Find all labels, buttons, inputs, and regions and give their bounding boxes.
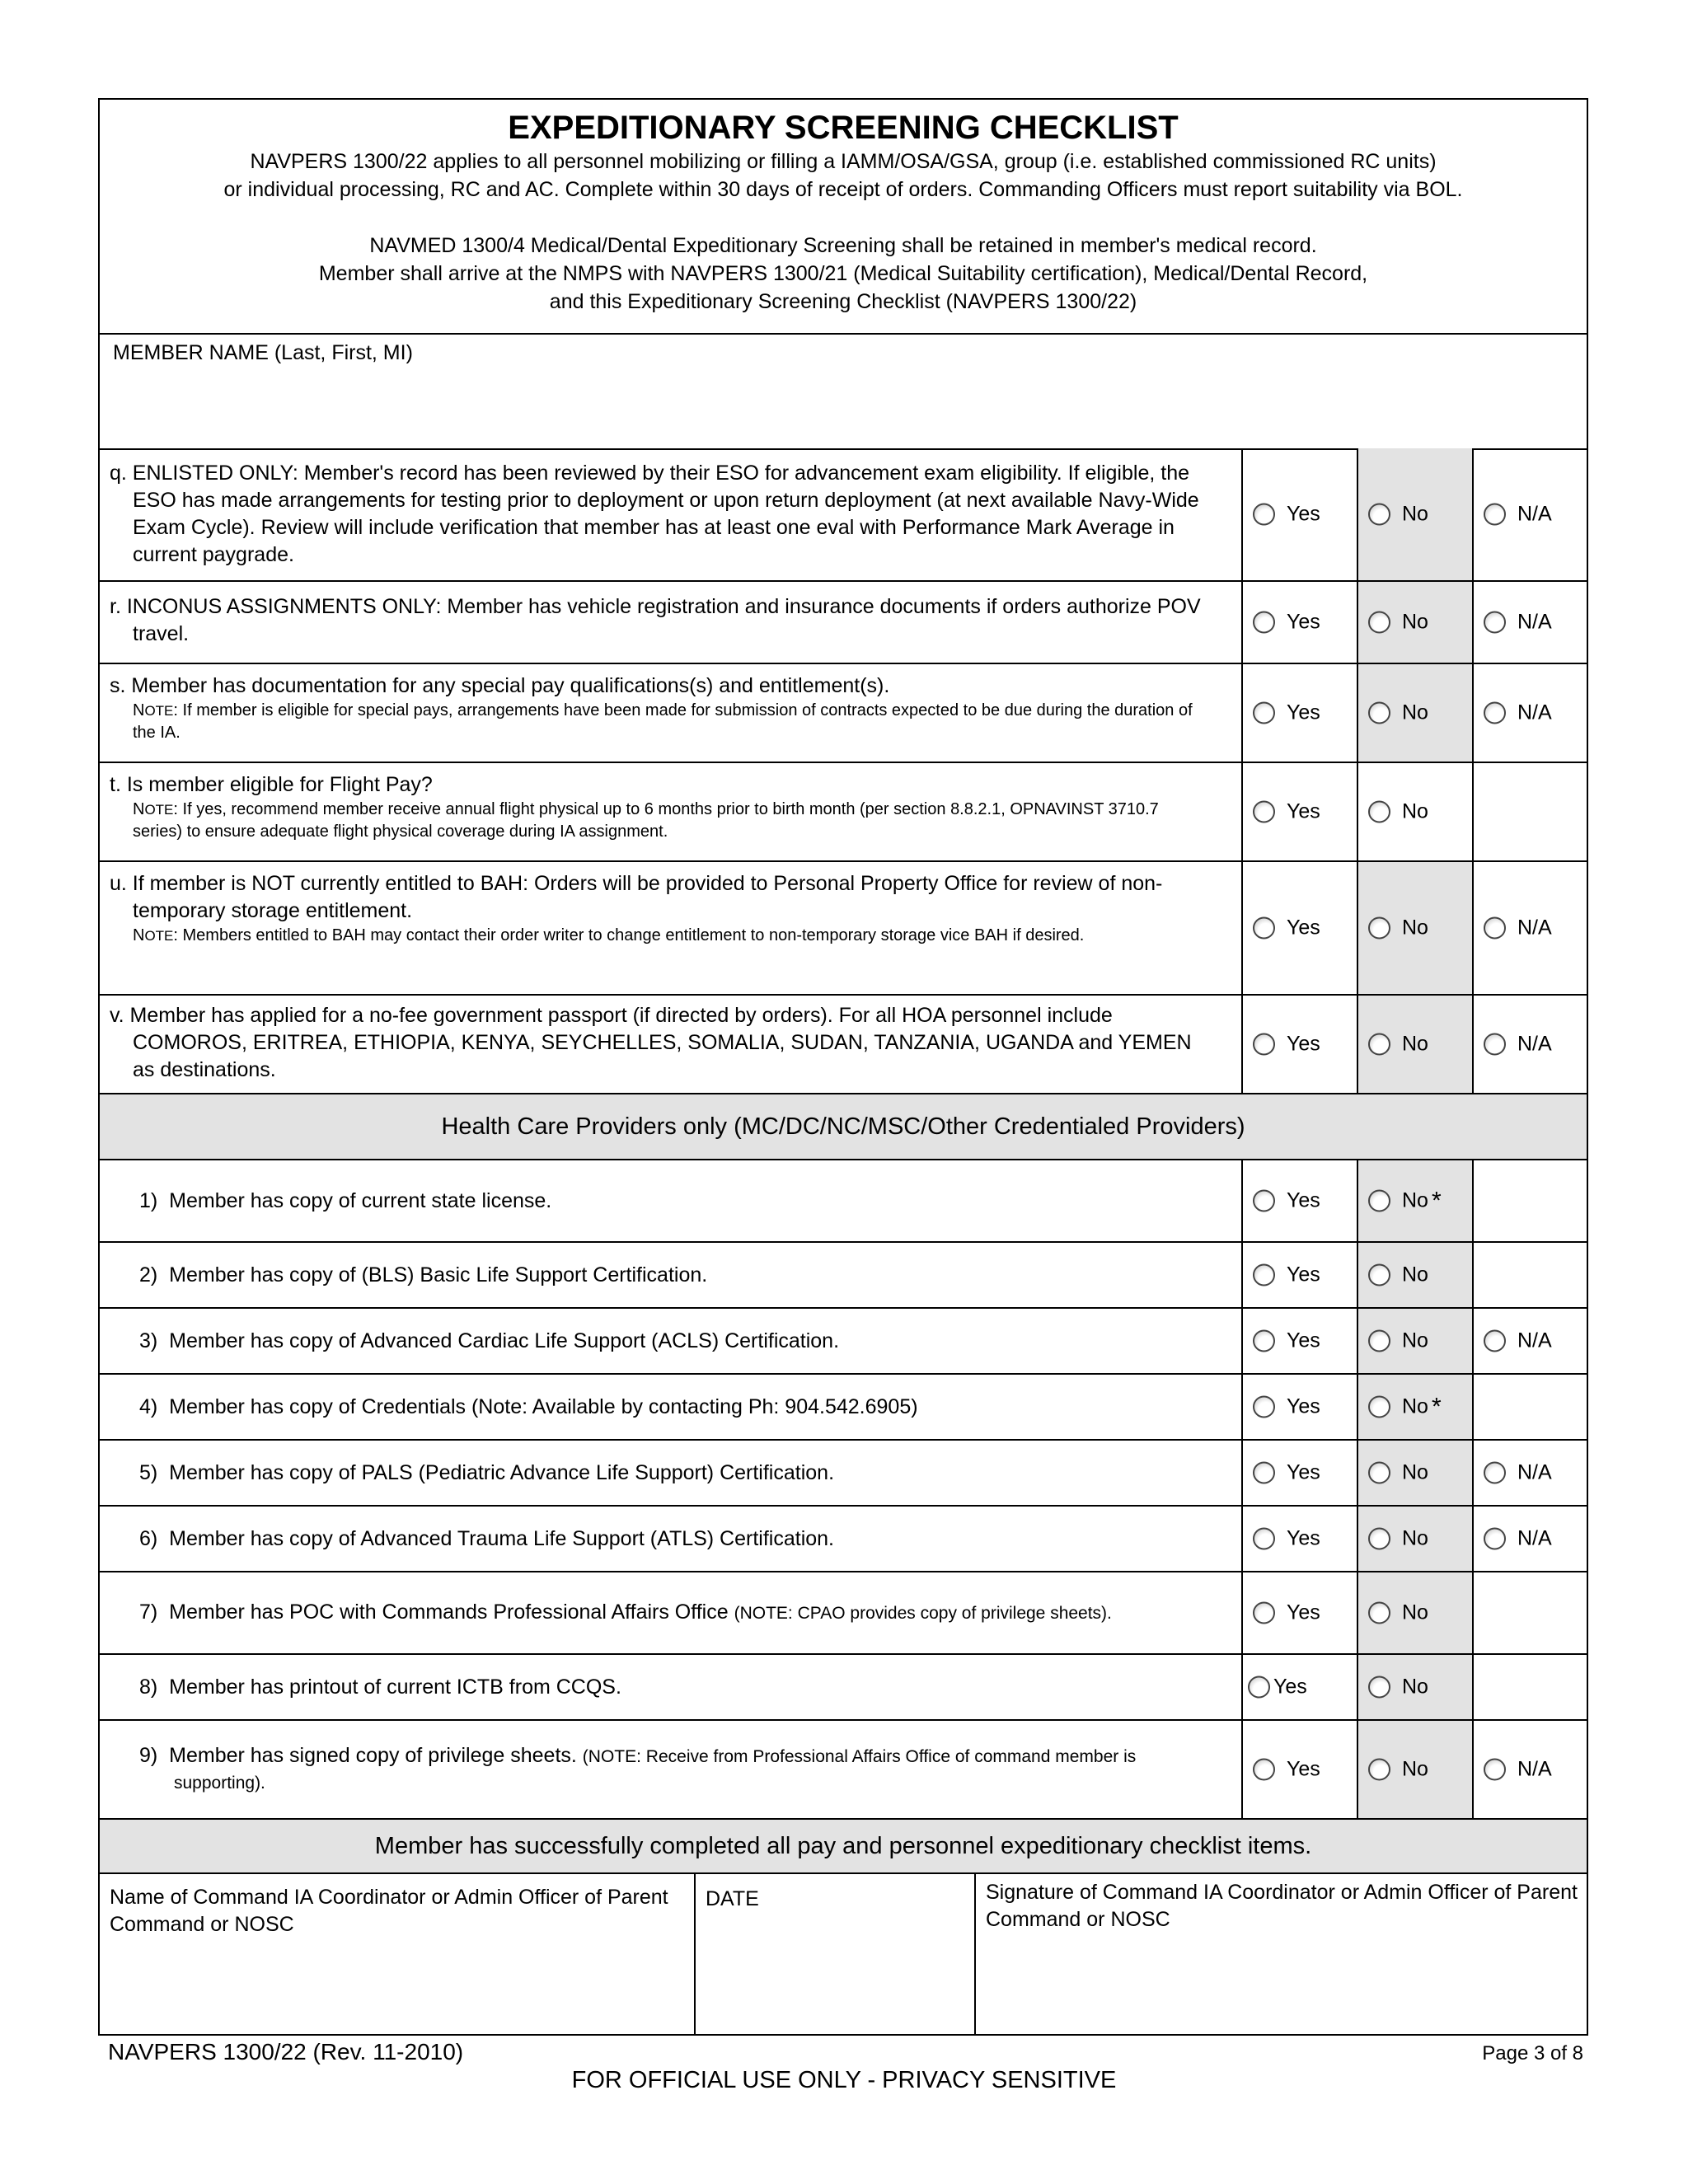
radio-icon[interactable] (1484, 1330, 1506, 1352)
question-text: r. INCONUS ASSIGNMENTS ONLY: Member has vehicle registration and insurance documents if orders authorize POV travel. (110, 595, 1201, 645)
radio-icon[interactable] (1368, 1462, 1390, 1484)
question-text: s. Member has documentation for any special pay qualifications(s) and entitlement(s). NOTE: If member is eligible for special pays, arrangements have been made for submission of contracts expected to be due during the duration of the IA. (110, 673, 1208, 744)
no-option[interactable]: No * (1368, 1189, 1442, 1213)
radio-icon[interactable] (1368, 1330, 1390, 1352)
radio-icon[interactable] (1253, 612, 1275, 634)
yes-option[interactable]: Yes (1253, 1329, 1320, 1353)
na-option[interactable]: N/A (1484, 1461, 1552, 1485)
completed-band: Member has successfully completed all pay and personnel expeditionary checklist items. (100, 1820, 1587, 1874)
yes-option[interactable]: Yes (1253, 611, 1320, 635)
radio-icon[interactable] (1253, 1330, 1275, 1352)
na-option[interactable]: N/A (1484, 1527, 1552, 1551)
question-text: u. If member is NOT currently entitled to BAH: Orders will be provided to Personal Property Office for review of non-temporary storage entitlement. NOTE: Members entitled to BAH may contact their order writer to change entitlement to non-temporary storage vice BAH if desired. (110, 870, 1208, 947)
radio-icon[interactable] (1368, 1396, 1390, 1418)
member-name-field[interactable] (100, 333, 1587, 450)
question-row-q (100, 448, 1587, 582)
health-item-row (100, 1309, 1587, 1375)
member-name-label: MEMBER NAME (Last, First, MI) (113, 341, 413, 364)
form-header (100, 100, 1587, 335)
na-option[interactable]: N/A (1484, 611, 1552, 635)
header-line: or individual processing, RC and AC. Complete within 30 days of receipt of orders. Commanding Officers must report suitability via BOL. (223, 178, 1463, 201)
radio-icon[interactable] (1368, 1602, 1390, 1624)
health-item-text: 1) Member has copy of current state license. (139, 1189, 552, 1212)
yes-option[interactable]: Yes (1253, 1263, 1320, 1287)
question-note: NOTE: Members entitled to BAH may contact their order writer to change entitlement to non-temporary storage vice BAH if desired. (133, 926, 1085, 944)
radio-icon[interactable] (1253, 504, 1275, 526)
date-label: DATE (706, 1887, 759, 1910)
health-item-row (100, 1507, 1587, 1572)
no-option[interactable]: No (1368, 1601, 1428, 1625)
radio-icon[interactable] (1253, 1190, 1275, 1212)
radio-icon[interactable] (1484, 917, 1506, 940)
no-option[interactable]: No (1368, 1461, 1428, 1485)
header-line: Member shall arrive at the NMPS with NAVPERS 1300/21 (Medical Suitability certification), Medical/Dental Record, (318, 262, 1368, 285)
question-text: t. Is member eligible for Flight Pay? NOTE: If yes, recommend member receive annual flight physical up to 6 months prior to birth month (per section 8.8.2.1, OPNAVINST 3710.7 series) to ensure adequate flight physical coverage during IA assignment. (110, 771, 1208, 843)
signature-field[interactable] (976, 1874, 1588, 2034)
yes-option[interactable]: Yes (1253, 1461, 1320, 1485)
health-item-row (100, 1721, 1587, 1820)
no-option[interactable]: No (1368, 611, 1428, 635)
question-row-r (100, 582, 1587, 664)
health-item-text: 5) Member has copy of PALS (Pediatric Advance Life Support) Certification. (139, 1461, 835, 1484)
health-item-text: 8) Member has printout of current ICTB from CCQS. (139, 1675, 621, 1699)
na-option[interactable]: N/A (1484, 1758, 1552, 1782)
radio-icon[interactable] (1253, 1528, 1275, 1550)
radio-icon[interactable] (1368, 801, 1390, 823)
radio-icon[interactable] (1368, 1759, 1390, 1781)
radio-icon[interactable] (1368, 612, 1390, 634)
signature-label: Signature of Command IA Coordinator or Admin Officer of Parent Command or NOSC (986, 1881, 1578, 1931)
form-title: EXPEDITIONARY SCREENING CHECKLIST (508, 110, 1179, 146)
question-text: v. Member has applied for a no-fee government passport (if directed by orders). For all HOA personnel include COMOROS, ERITREA, ETHIOPIA, KENYA, SEYCHELLES, SOMALIA, SUDAN, TANZANIA, UGANDA and YEMEN as destinations. (110, 1004, 1192, 1081)
health-item-text: 4) Member has copy of Credentials (Note: Available by contacting Ph: 904.542.6905) (139, 1395, 918, 1418)
health-item-text: 3) Member has copy of Advanced Cardiac Life Support (ACLS) Certification. (139, 1329, 840, 1352)
privacy-notice: FOR OFFICIAL USE ONLY - PRIVACY SENSITIVE (571, 2067, 1117, 2093)
yes-option[interactable]: Yes (1253, 1758, 1320, 1782)
health-item-text: 2) Member has copy of (BLS) Basic Life Support Certification. (139, 1263, 708, 1286)
radio-icon[interactable] (1253, 702, 1275, 724)
radio-icon[interactable] (1368, 702, 1390, 724)
radio-icon[interactable] (1484, 1462, 1506, 1484)
radio-icon[interactable] (1368, 1033, 1390, 1056)
radio-icon[interactable] (1368, 1528, 1390, 1550)
page-number: Page 3 of 8 (1482, 2042, 1583, 2064)
no-option[interactable]: No (1368, 1263, 1428, 1287)
no-option[interactable]: No (1368, 1033, 1428, 1057)
form-id: NAVPERS 1300/22 (Rev. 11-2010) (108, 2039, 464, 2064)
health-item-row (100, 1160, 1587, 1243)
health-care-band: Health Care Providers only (MC/DC/NC/MSC/Other Credentialed Providers) (100, 1094, 1587, 1160)
question-note: NOTE: If yes, recommend member receive annual flight physical up to 6 months prior to birth month (per section 8.8.2.1, OPNAVINST 3710.7 series) to ensure adequate flight physical coverage during IA assignment. (133, 800, 1159, 841)
radio-icon[interactable] (1253, 1602, 1275, 1624)
question-row-s (100, 664, 1587, 763)
yes-option[interactable]: Yes (1253, 1601, 1320, 1625)
radio-icon[interactable] (1253, 1759, 1275, 1781)
radio-icon[interactable] (1484, 612, 1506, 634)
health-item-row (100, 1441, 1587, 1507)
radio-icon[interactable] (1253, 1396, 1275, 1418)
yes-option[interactable]: Yes (1253, 1527, 1320, 1551)
radio-icon[interactable] (1253, 801, 1275, 823)
yes-option[interactable]: Yes (1253, 1033, 1320, 1057)
coordinator-name-field[interactable] (100, 1874, 696, 2034)
radio-icon[interactable] (1253, 917, 1275, 940)
yes-option[interactable]: Yes (1253, 701, 1320, 725)
radio-icon[interactable] (1253, 1264, 1275, 1286)
header-line: NAVMED 1300/4 Medical/Dental Expeditionary Screening shall be retained in member's medical record. (369, 234, 1317, 257)
radio-icon[interactable] (1368, 1676, 1390, 1699)
na-option[interactable]: N/A (1484, 701, 1552, 725)
health-item-text: 7) Member has POC with Commands Professional Affairs Office (NOTE: CPAO provides copy of privilege sheets). (139, 1601, 1112, 1624)
health-item-text: 6) Member has copy of Advanced Trauma Life Support (ATLS) Certification. (139, 1527, 835, 1550)
na-option[interactable]: N/A (1484, 1033, 1552, 1057)
health-item-row (100, 1375, 1587, 1441)
health-item-row (100, 1655, 1587, 1721)
health-item-row (100, 1243, 1587, 1309)
yes-option[interactable]: Yes (1253, 1395, 1320, 1419)
no-option[interactable]: No (1368, 503, 1428, 527)
header-line: NAVPERS 1300/22 applies to all personnel mobilizing or filling a IAMM/OSA/GSA, group (i.e. established commissioned RC units) (250, 150, 1437, 173)
radio-icon[interactable] (1253, 1462, 1275, 1484)
no-option[interactable]: No (1368, 1758, 1428, 1782)
radio-icon[interactable] (1484, 1033, 1506, 1056)
no-option[interactable]: No * (1368, 1395, 1442, 1419)
yes-option[interactable]: Yes (1248, 1675, 1307, 1699)
radio-icon[interactable] (1484, 702, 1506, 724)
health-item-row (100, 1572, 1587, 1655)
question-note: NOTE: If member is eligible for special pays, arrangements have been made for submission of contracts expected to be due during the duration of the IA. (133, 701, 1193, 742)
health-item-text: 9) Member has signed copy of privilege sheets. (NOTE: Receive from Professional Affairs Office of command member is supporting). (139, 1744, 1137, 1793)
radio-icon[interactable] (1368, 1264, 1390, 1286)
question-row-u (100, 862, 1587, 996)
yes-option[interactable]: Yes (1253, 800, 1320, 824)
checklist-form (98, 98, 1588, 2036)
radio-icon[interactable] (1368, 504, 1390, 526)
header-line: and this Expeditionary Screening Checklist (NAVPERS 1300/22) (549, 290, 1137, 313)
yes-option[interactable]: Yes (1253, 916, 1320, 940)
question-text: q. ENLISTED ONLY: Member's record has been reviewed by their ESO for advancement exam eligibility. If eligible, the ESO has made arrangements for testing prior to deployment or upon return deployment (at next available Navy-Wide Exam Cycle). Review will include verification that member has at least one eval with Performance Mark Average in current paygrade. (110, 462, 1199, 566)
coordinator-name-label: Name of Command IA Coordinator or Admin Officer of Parent Command or NOSC (110, 1886, 668, 1936)
no-option[interactable]: No (1368, 916, 1428, 940)
yes-option[interactable]: Yes (1253, 1189, 1320, 1213)
no-option[interactable]: No (1368, 1329, 1428, 1353)
date-field[interactable] (696, 1874, 976, 2034)
no-option[interactable]: No (1368, 800, 1428, 824)
yes-option[interactable]: Yes (1253, 503, 1320, 527)
signature-section (100, 1874, 1587, 2034)
no-option[interactable]: No (1368, 701, 1428, 725)
radio-icon[interactable] (1368, 1190, 1390, 1212)
radio-icon[interactable] (1484, 1528, 1506, 1550)
na-option[interactable]: N/A (1484, 916, 1552, 940)
na-option[interactable]: N/A (1484, 503, 1552, 527)
radio-icon[interactable] (1253, 1033, 1275, 1056)
no-option[interactable]: No (1368, 1675, 1428, 1699)
question-row-v (100, 996, 1587, 1094)
question-row-t (100, 763, 1587, 862)
na-option[interactable]: N/A (1484, 1329, 1552, 1353)
radio-icon[interactable] (1484, 1759, 1506, 1781)
radio-icon[interactable] (1248, 1676, 1270, 1699)
no-option[interactable]: No (1368, 1527, 1428, 1551)
radio-icon[interactable] (1368, 917, 1390, 940)
radio-icon[interactable] (1484, 504, 1506, 526)
